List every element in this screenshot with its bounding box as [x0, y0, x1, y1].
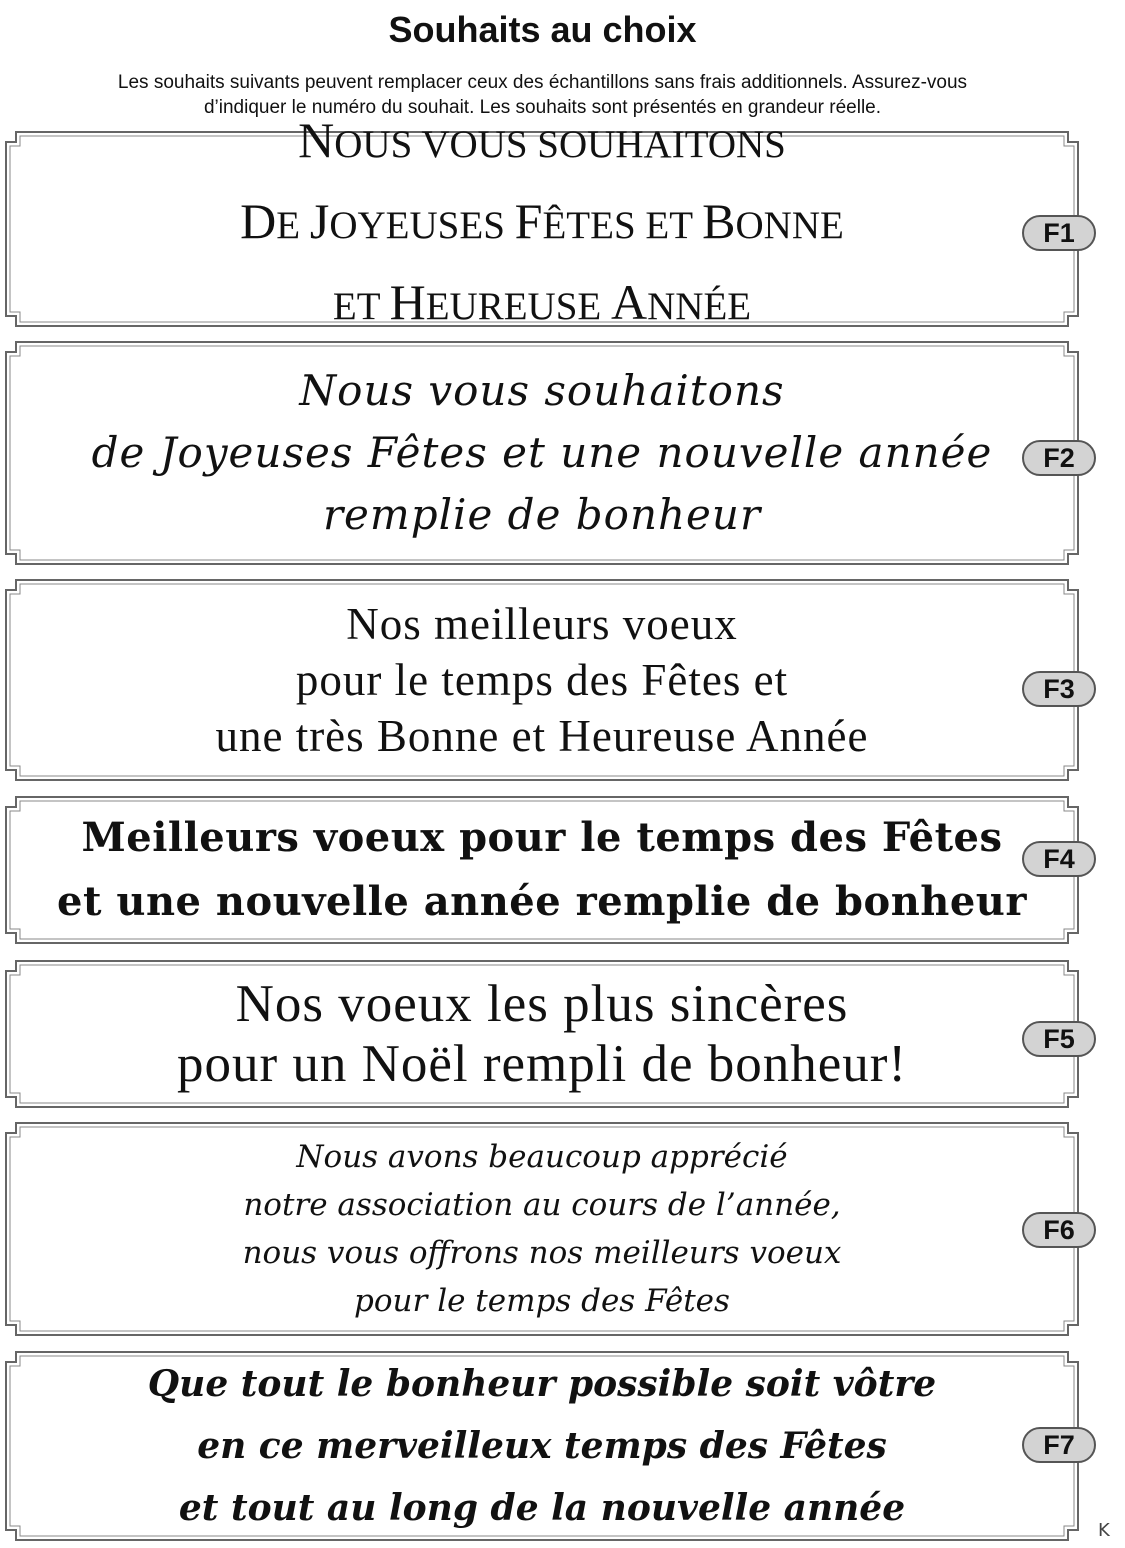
wish-line: pour un Noël rempli de bonheur! [176, 1035, 908, 1093]
wish-code-f7: F7 [1022, 1427, 1096, 1463]
wish-frame-f6 [6, 1123, 1078, 1335]
wish-text-f6 [6, 1123, 1078, 1335]
wish-code-f6: F6 [1022, 1212, 1096, 1248]
wish-line: ET HEUREUSE ANNÉE [332, 273, 752, 330]
wish-code-f5: F5 [1022, 1021, 1096, 1057]
wish-text-f1 [6, 111, 1078, 330]
wish-line: pour le temps des Fêtes [354, 1283, 730, 1319]
wish-line: notre association au cours de l’année, [243, 1187, 841, 1223]
wish-code-f3: F3 [1022, 671, 1096, 707]
wish-frame-f7 [6, 1352, 1078, 1540]
wish-frame-f2 [6, 342, 1078, 564]
wish-code-f4: F4 [1022, 841, 1096, 877]
wish-line: en ce merveilleux temps des Fêtes [197, 1425, 887, 1467]
wish-text-f3 [6, 580, 1078, 780]
wish-text-f7 [6, 1352, 1078, 1540]
wish-line: Nos meilleurs voeux [346, 599, 738, 649]
wish-text-f5 [6, 961, 1078, 1107]
wish-frame-f1 [6, 111, 1078, 330]
wish-line: Que tout le bonheur possible soit vôtre [147, 1363, 937, 1405]
wish-line: une très Bonne et Heureuse Année [215, 711, 869, 761]
wish-line: Nos voeux les plus sincères [235, 975, 849, 1033]
wish-frame-f5 [6, 961, 1078, 1107]
wish-line: remplie de bonheur [322, 490, 762, 539]
wish-text-f4 [6, 797, 1078, 943]
wish-line: et une nouvelle année remplie de bonheur [57, 878, 1027, 925]
wish-line: et tout au long de la nouvelle année [178, 1487, 906, 1529]
wish-code-f2: F2 [1022, 440, 1096, 476]
intro-line-1: Les souhaits suivants peuvent remplacer ceux des échantillons sans frais additionnels. Assurez-vous [117, 72, 968, 93]
wish-code-f1: F1 [1022, 215, 1096, 251]
wish-line: Meilleurs voeux pour le temps des Fêtes [81, 814, 1003, 861]
wish-line: de Joyeuses Fêtes et une nouvelle année [91, 428, 993, 477]
wish-text-f2 [6, 342, 1078, 564]
wish-line: Nous avons beaucoup apprécié [296, 1139, 788, 1175]
wish-frame-f3 [6, 580, 1078, 780]
wish-line: NOUS VOUS SOUHAITONS [298, 111, 786, 168]
corner-mark: K [1098, 1520, 1110, 1541]
wish-frame-f4 [6, 797, 1078, 943]
page-title: Souhaits au choix [388, 9, 697, 50]
intro-line-2: d’indiquer le numéro du souhait. Les souhaits sont présentés en grandeur réelle. [203, 97, 882, 118]
wish-line: Nous vous souhaitons [299, 366, 785, 415]
wish-line: pour le temps des Fêtes et [295, 655, 789, 705]
wish-line: nous vous offrons nos meilleurs voeux [242, 1235, 842, 1271]
wish-line: DE JOYEUSES FÊTES ET BONNE [240, 192, 844, 249]
